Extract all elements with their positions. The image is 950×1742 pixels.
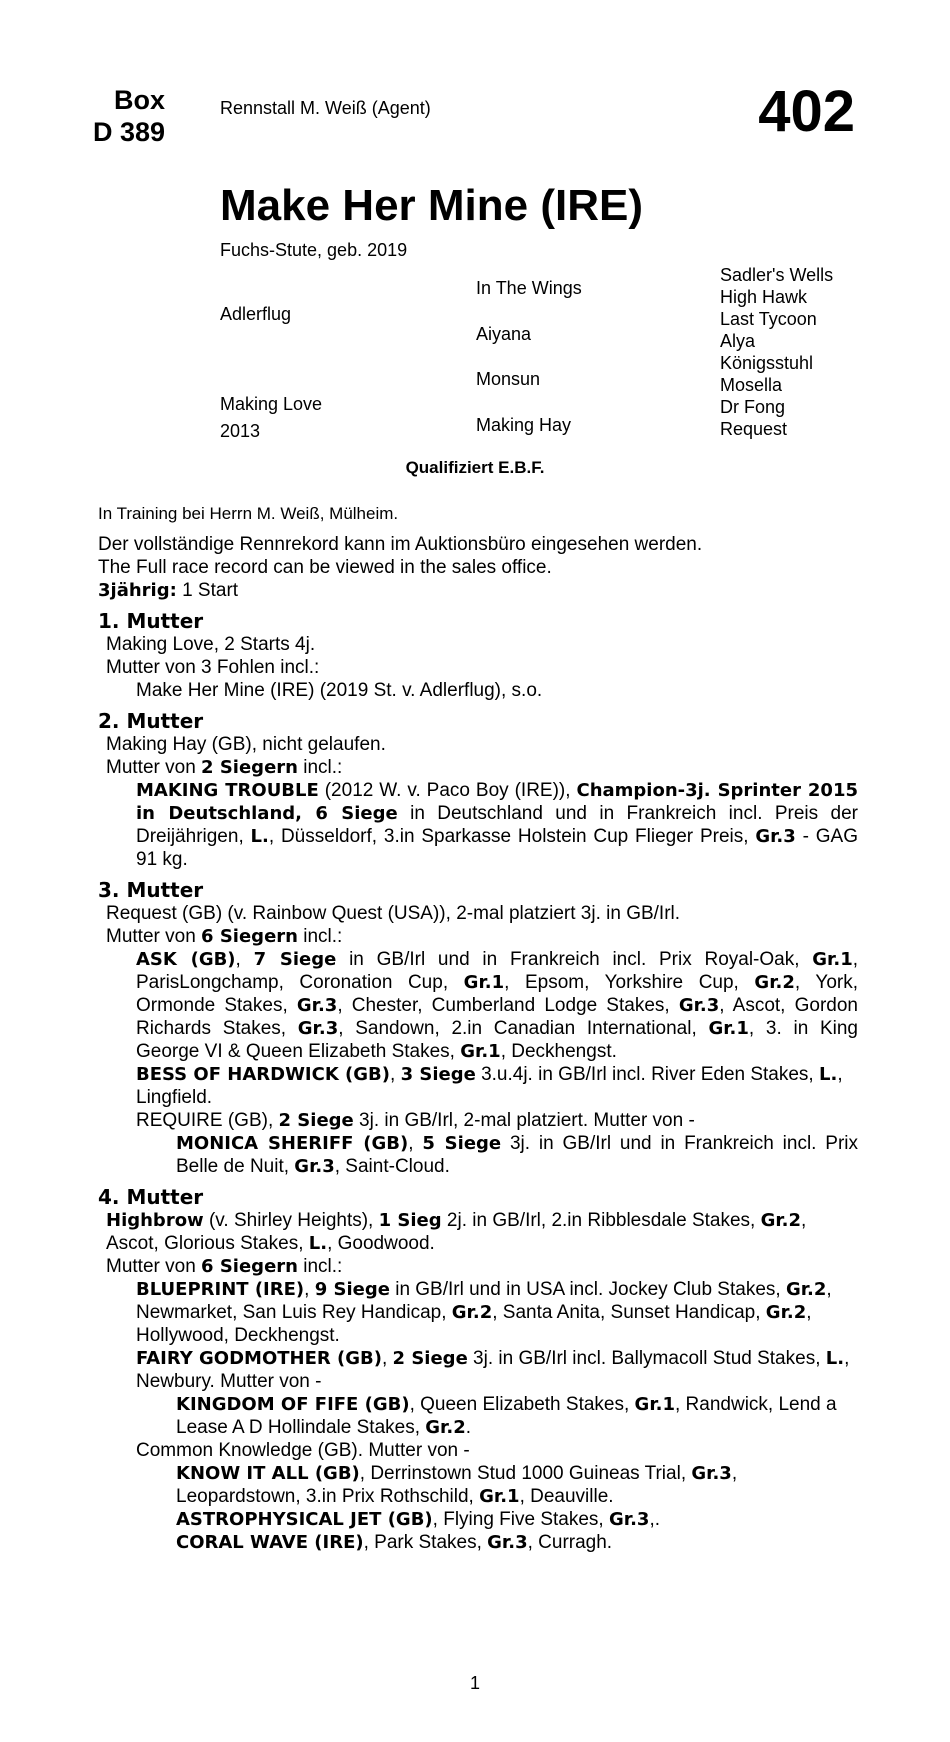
text-run: ,. xyxy=(649,1509,661,1530)
section-title: 3. Mutter xyxy=(98,878,204,902)
horse-name: Make Her Mine (IRE) xyxy=(220,181,643,230)
text-run: Gr.1 xyxy=(479,1486,520,1507)
text-run: Gr.3 xyxy=(691,1463,732,1484)
text-run: Gr.3 xyxy=(755,826,796,847)
text-run: 3j. in GB/Irl, 2-mal platziert. Mutter von - xyxy=(353,1110,695,1131)
text-run: 3 Siege xyxy=(400,1064,476,1085)
text-run: Gr.1 xyxy=(708,1018,749,1039)
produce-entry: Common Knowledge (GB). Mutter von - xyxy=(136,1440,470,1461)
text-run: Gr.1 xyxy=(463,972,505,993)
consignor: Rennstall M. Weiß (Agent) xyxy=(220,98,431,118)
text-run: 7 Siege xyxy=(253,949,337,970)
produce-entry: FAIRY GODMOTHER (GB), 2 Siege 3j. in GB/Irl incl. Ballymacoll Stud Stakes, L., Newbury. Mutter von - xyxy=(136,1348,850,1392)
text-run: , Leopardstown, 3.in Prix Rothschild, xyxy=(176,1463,738,1507)
text-run: , Lingfield. xyxy=(136,1064,843,1108)
text-run: L. xyxy=(250,826,269,847)
winners-line xyxy=(98,925,858,948)
text-run: L. xyxy=(308,1233,328,1254)
winners-line xyxy=(98,1255,858,1278)
text-run: , Sandown, 2.in Canadian International, xyxy=(338,1018,709,1039)
text-run: (2012 W. v. Paco Boy (IRE)), xyxy=(318,780,577,801)
lot-number: 402 xyxy=(758,79,855,144)
record-note-en: The Full race record can be viewed in the sales office. xyxy=(98,557,552,578)
text-run: Mutter von xyxy=(106,1256,202,1277)
pedigree-dam-year: 2013 xyxy=(220,421,261,441)
dam-line: Mutter von 3 Fohlen incl.: xyxy=(106,657,320,678)
produce-entry: ASK (GB), 7 Siege in GB/Irl und in Frankreich incl. Prix Royal-Oak, Gr.1, ParisLongchamp, Coronation Cup, Gr.1, Epsom, Yorkshire Cup, Gr.2, York, Ormonde Stakes, Gr.3, Chester, Cumberland Lodge Stakes, Gr.3, Ascot, Gordon Richards Stakes, Gr.3, Sandown, 2.in Canadian International, Gr.1, 3. in King George VI & Queen Elizabeth Stakes, Gr.1, Deckhengst. xyxy=(136,949,859,1062)
pedigree-dam: Making Love xyxy=(220,394,323,414)
produce-entry: BLUEPRINT (IRE), 9 Siege in GB/Irl und in USA incl. Jockey Club Stakes, Gr.2, Newmarket, San Luis Rey Handicap, Gr.2, Santa Anita, Sunset Handicap, Gr.2, Hollywood, Deckhengst. xyxy=(136,1279,832,1346)
text-run: Gr.2 xyxy=(785,1279,827,1300)
horse-name: KNOW IT ALL (GB) xyxy=(176,1463,360,1484)
text-run: , Düsseldorf, 3.in Sparkasse Holstein Cup Flieger Preis, xyxy=(268,826,756,847)
text-run: , Hollywood, Deckhengst. xyxy=(136,1302,812,1346)
text-run: , Epsom, Yorkshire Cup, xyxy=(504,972,755,993)
horse-name: ASK (GB) xyxy=(136,949,236,970)
text-run: L. xyxy=(819,1064,838,1085)
produce-entry: MONICA SHERIFF (GB), 5 Siege 3j. in GB/Irl und in Frankreich incl. Prix Belle de Nuit, Gr.3, Saint-Cloud. xyxy=(176,1133,859,1177)
text-run: , Deauville. xyxy=(519,1486,614,1507)
text-run: , Park Stakes, xyxy=(363,1532,488,1553)
text-run: , Santa Anita, Sunset Handicap, xyxy=(492,1302,766,1323)
pedigree-gen3-item: Request xyxy=(720,419,788,439)
pedigree-gen3-item: Last Tycoon xyxy=(720,309,817,329)
catalogue-body xyxy=(98,502,858,1554)
text-run: , Derrinstown Stud 1000 Guineas Trial, xyxy=(359,1463,692,1484)
text-run: Gr.2 xyxy=(765,1302,807,1323)
race-record xyxy=(98,579,858,602)
text-run: 2j. in GB/Irl, 2.in Ribblesdale Stakes, xyxy=(441,1210,761,1231)
text-run: , ParisLongchamp, Coronation Cup, xyxy=(136,949,859,993)
text-run: , Curragh. xyxy=(527,1532,613,1553)
text-run: in GB/Irl und in USA incl. Jockey Club Stakes, xyxy=(389,1279,786,1300)
text-run: 3j. in GB/Irl und in Frankreich incl. Prix Belle de Nuit, xyxy=(176,1133,859,1177)
pedigree-gen3-item: Sadler's Wells xyxy=(720,265,834,285)
text-run: Gr.3 xyxy=(678,995,720,1016)
produce-entry xyxy=(98,1508,858,1531)
text-run: , Deckhengst. xyxy=(500,1041,617,1062)
box-number: D 389 xyxy=(92,117,165,147)
horse-name: BLUEPRINT (IRE) xyxy=(136,1279,305,1300)
text-run: , Newbury. Mutter von - xyxy=(136,1348,850,1392)
text-run: 9 Siege xyxy=(314,1279,390,1300)
text-run: , Chester, Cumberland Lodge Stakes, xyxy=(337,995,679,1016)
horse-name: MAKING TROUBLE xyxy=(136,780,319,801)
text-run: - GAG 91 kg. xyxy=(136,826,858,870)
text-run: Gr.3 xyxy=(294,1156,335,1177)
text-run: REQUIRE (GB), xyxy=(136,1110,279,1131)
pedigree-dam-sire: Monsun xyxy=(476,369,541,389)
text-run: , 3. in King George VI & Queen Elizabeth Stakes, xyxy=(136,1018,859,1062)
pedigree-sire: Adlerflug xyxy=(220,304,292,324)
text-run: 2 Siegern xyxy=(201,757,298,778)
pedigree-gen3-item: Königsstuhl xyxy=(720,353,814,373)
produce-entry xyxy=(98,1531,858,1554)
pedigree-gen3 xyxy=(720,264,833,440)
text-run: 1 Sieg xyxy=(378,1210,442,1231)
text-run: Gr.2 xyxy=(425,1417,466,1438)
text-run: , Ascot, Glorious Stakes, xyxy=(106,1210,807,1254)
dam-line: Request (GB) (v. Rainbow Quest (USA)), 2-mal platziert 3j. in GB/Irl. xyxy=(106,903,681,924)
text-run: Gr.2 xyxy=(754,972,795,993)
text-run: incl.: xyxy=(297,757,343,778)
text-run: , Goodwood. xyxy=(327,1233,435,1254)
text-run: , Saint-Cloud. xyxy=(334,1156,450,1177)
text-run: incl.: xyxy=(297,926,343,947)
text-run: . xyxy=(465,1417,471,1438)
age-value: 1 Start xyxy=(176,580,239,601)
text-run: 3.u.4j. in GB/Irl incl. River Eden Stakes, xyxy=(475,1064,819,1085)
produce-entry: BESS OF HARDWICK (GB), 3 Siege 3.u.4j. in GB/Irl incl. River Eden Stakes, L., Lingfield. xyxy=(136,1064,843,1108)
text-run: , Ascot, Gordon Richards Stakes, xyxy=(136,995,858,1039)
text-run: (v. Shirley Heights), xyxy=(203,1210,379,1231)
produce-line: Make Her Mine (IRE) (2019 St. v. Adlerflug), s.o. xyxy=(136,680,543,701)
text-run: , Randwick, Lend a Lease A D Hollindale Stakes, xyxy=(176,1394,837,1438)
text-run: Gr.1 xyxy=(634,1394,675,1415)
text-run: Gr.2 xyxy=(451,1302,493,1323)
text-run: Gr.1 xyxy=(812,949,853,970)
text-run: Gr.3 xyxy=(297,1018,339,1039)
text-run: 6 Siegern xyxy=(201,926,298,947)
text-run: , Flying Five Stakes, xyxy=(432,1509,609,1530)
text-run: 5 Siege xyxy=(422,1133,502,1154)
box-title: Box xyxy=(113,85,165,115)
text-run: Highbrow xyxy=(106,1210,204,1231)
text-run: Mutter von xyxy=(106,926,202,947)
section-title: 4. Mutter xyxy=(98,1185,204,1209)
text-run: Gr.1 xyxy=(460,1041,501,1062)
text-run: in GB/Irl und in Frankreich incl. Prix Royal-Oak, xyxy=(336,949,813,970)
dam-line: Making Love, 2 Starts 4j. xyxy=(106,634,316,655)
training-info: In Training bei Herrn M. Weiß, Mülheim. xyxy=(98,504,399,523)
text-run: Champion-3j. Sprinter 2015 in Deutschland, 6 Siege xyxy=(136,780,858,824)
qualification: Qualifiziert E.B.F. xyxy=(405,458,545,477)
text-run: , Newmarket, San Luis Rey Handicap, xyxy=(136,1279,832,1323)
produce-entry xyxy=(98,1109,858,1132)
horse-name: BESS OF HARDWICK (GB) xyxy=(136,1064,390,1085)
pedigree-sire-sire: In The Wings xyxy=(476,278,582,298)
text-run: Gr.3 xyxy=(487,1532,528,1553)
produce-entry xyxy=(98,779,858,871)
text-run: in Deutschland und in Frankreich incl. Preis der Dreijährigen, xyxy=(136,803,858,847)
horse-name: FAIRY GODMOTHER (GB) xyxy=(136,1348,382,1369)
horse-name: CORAL WAVE (IRE) xyxy=(176,1532,364,1553)
dam-line xyxy=(98,1209,858,1255)
horse-name: KINGDOM OF FIFE (GB) xyxy=(176,1394,410,1415)
text-run: Gr.2 xyxy=(760,1210,802,1231)
text-run: 3j. in GB/Irl incl. Ballymacoll Stud Stakes, xyxy=(467,1348,826,1369)
text-run: 2 Siege xyxy=(392,1348,468,1369)
text-run: Gr.3 xyxy=(296,995,338,1016)
text-run: incl.: xyxy=(297,1256,343,1277)
page-number: 1 xyxy=(469,1673,480,1693)
text-run: , Queen Elizabeth Stakes, xyxy=(409,1394,635,1415)
dam-line: Making Hay (GB), nicht gelaufen. xyxy=(106,734,386,755)
produce-entry xyxy=(98,1462,858,1508)
text-run: 2 Siege xyxy=(278,1110,354,1131)
horse-description: Fuchs-Stute, geb. 2019 xyxy=(220,240,408,260)
box-label xyxy=(65,84,165,148)
horse-name: ASTROPHYSICAL JET (GB) xyxy=(176,1509,433,1530)
text-run: L. xyxy=(825,1348,845,1369)
section-title: 2. Mutter xyxy=(98,709,204,733)
pedigree-gen3-item: Alya xyxy=(720,331,756,351)
pedigree-sire-dam: Aiyana xyxy=(476,324,532,344)
horse-name: MONICA SHERIFF (GB) xyxy=(176,1133,409,1154)
text-run: Mutter von xyxy=(106,757,202,778)
section-title: 1. Mutter xyxy=(98,609,204,633)
text-run: , York, Ormonde Stakes, xyxy=(136,972,858,1016)
text-run: 6 Siegern xyxy=(201,1256,298,1277)
pedigree-gen3-item: High Hawk xyxy=(720,287,808,307)
record-note-de: Der vollständige Rennrekord kann im Auktionsbüro eingesehen werden. xyxy=(98,534,703,555)
text-run: Gr.3 xyxy=(609,1509,650,1530)
winners-line xyxy=(98,756,858,779)
age-label: 3jährig: xyxy=(98,580,177,601)
pedigree-gen3-item: Dr Fong xyxy=(720,397,786,417)
pedigree-gen3-item: Mosella xyxy=(720,375,783,395)
produce-entry xyxy=(98,1393,858,1439)
pedigree-dam-dam: Making Hay xyxy=(476,415,572,435)
